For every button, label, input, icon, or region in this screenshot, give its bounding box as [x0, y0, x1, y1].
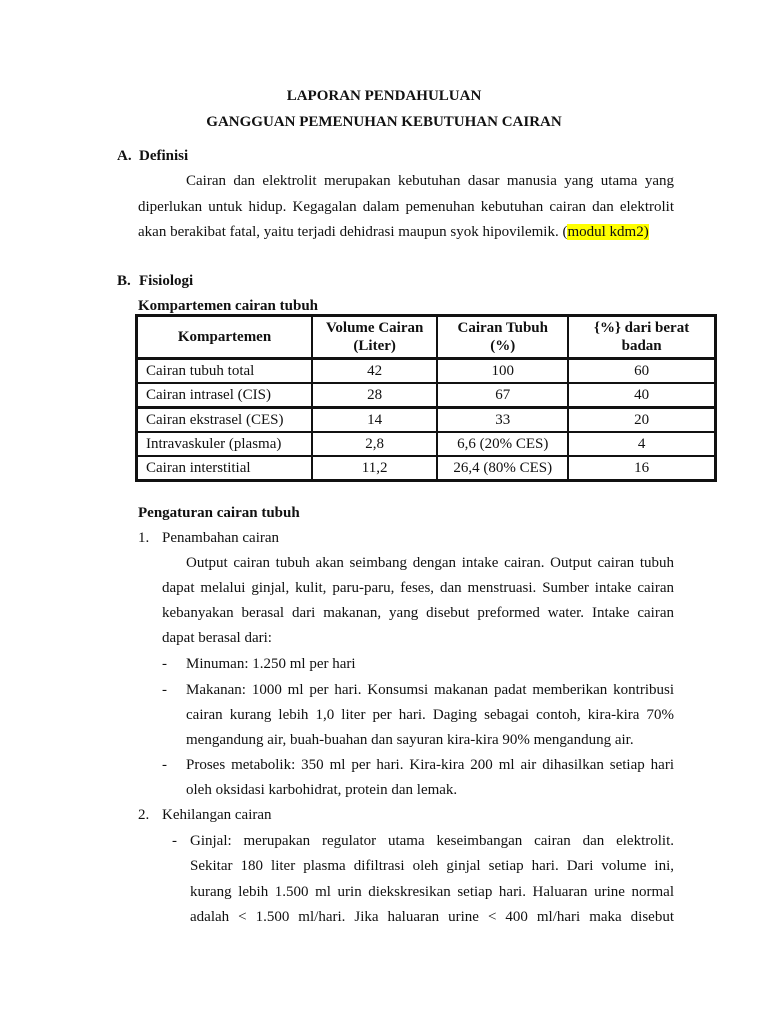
list-item-number: 2.: [138, 807, 150, 823]
document-title-line1: LAPORAN PENDAHULUAN: [286, 88, 482, 104]
section-a-letter: A.: [117, 148, 132, 164]
bullet-line: mengandung air, buah-buahan dan sayuran kira-kira 90% mengandung air.: [186, 732, 634, 748]
table-header: Kompartemen: [137, 316, 312, 359]
bullet-line: Sekitar 180 liter plasma difiltrasi oleh ginjal setiap hari. Dari volume ini,: [190, 858, 674, 874]
table-row: [137, 383, 715, 407]
table-cell: 33: [437, 407, 568, 432]
section-b-title: Fisiologi: [139, 273, 194, 289]
section-a-line-3-text: akan berakibat fatal, yaitu terjadi dehidrasi maupun syok hipovilemik. (: [138, 224, 568, 240]
table-cell: 20: [568, 407, 715, 432]
regulation-subheading: Pengaturan cairan tubuh: [138, 505, 300, 521]
bullet-line: kurang lebih 1.500 ml urin diekskresikan setiap hari. Haluaran urine normal: [190, 884, 674, 900]
list-item-number: 1.: [138, 530, 150, 546]
paragraph-line: dapat berasal dari:: [162, 630, 272, 646]
table-row: [137, 359, 715, 383]
table-cell: Intravaskuler (plasma): [137, 432, 312, 456]
table-cell: 40: [568, 383, 715, 407]
bullet-line: Makanan: 1000 ml per hari. Konsumsi makanan padat memberikan kontribusi: [186, 682, 674, 698]
bullet-dash: -: [172, 833, 177, 849]
table-cell: 14: [312, 407, 437, 432]
bullet-dash: -: [162, 656, 167, 672]
section-a-title: Definisi: [139, 148, 189, 164]
table-header: Volume Cairan (Liter): [312, 316, 437, 359]
section-a-line-3: [138, 224, 649, 241]
table-cell: Cairan intrasel (CIS): [137, 383, 312, 407]
table-cell: Cairan ekstrasel (CES): [137, 407, 312, 432]
bullet-dash: -: [162, 682, 167, 698]
paragraph-line: kebanyakan berasal dari makanan, yang disebut preformed water. Intake cairan: [162, 605, 674, 621]
bullet-line: oleh oksidasi karbohidrat, protein dan lemak.: [186, 782, 458, 798]
bullet-line: cairan kurang lebih 1,0 liter per hari. Daging sebagai contoh, kira-kira 70%: [186, 707, 674, 723]
table-cell: 60: [568, 359, 715, 383]
section-b-letter: B.: [117, 273, 131, 289]
table-cell: 16: [568, 456, 715, 480]
table-cell: 11,2: [312, 456, 437, 480]
table-cell: 67: [437, 383, 568, 407]
table-header: Cairan Tubuh (%): [437, 316, 568, 359]
table-title: Kompartemen cairan tubuh: [138, 298, 318, 314]
table-header: {%} dari berat badan: [568, 316, 715, 359]
table-row: [137, 456, 715, 480]
list-item-label: Penambahan cairan: [162, 530, 280, 546]
bullet-dash: -: [162, 757, 167, 773]
paragraph-line: dapat melalui ginjal, kulit, paru-paru, feses, dan menstruasi. Sumber intake cairan: [162, 580, 674, 596]
table-cell: Cairan interstitial: [137, 456, 312, 480]
table-cell: Cairan tubuh total: [137, 359, 312, 383]
table-cell: 4: [568, 432, 715, 456]
section-a-line-2: diperlukan untuk hidup. Kegagalan dalam pemenuhan kebutuhan cairan dan elektrolit: [138, 199, 674, 215]
table-cell: 100: [437, 359, 568, 383]
table-cell: 28: [312, 383, 437, 407]
bullet-line: Minuman: 1.250 ml per hari: [186, 656, 356, 672]
document-title-line2: GANGGUAN PEMENUHAN KEBUTUHAN CAIRAN: [206, 114, 562, 130]
compartment-table: [135, 314, 717, 482]
bullet-line: Proses metabolik: 350 ml per hari. Kira-kira 200 ml air dihasilkan setiap hari: [186, 757, 674, 773]
bullet-line: Ginjal: merupakan regulator utama keseimbangan cairan dan elektrolit.: [190, 833, 674, 849]
table-row: [137, 407, 715, 432]
bullet-line: adalah < 1.500 ml/hari. Jika haluaran urine < 400 ml/hari maka disebut: [190, 909, 674, 925]
table-cell: 2,8: [312, 432, 437, 456]
table-cell: 26,4 (80% CES): [437, 456, 568, 480]
highlighted-reference: modul kdm2): [567, 224, 649, 240]
table-header-row: [137, 316, 715, 359]
list-item-label: Kehilangan cairan: [162, 807, 272, 823]
paragraph-line: Output cairan tubuh akan seimbang dengan intake cairan. Output cairan tubuh: [186, 555, 674, 571]
table-cell: 42: [312, 359, 437, 383]
table-cell: 6,6 (20% CES): [437, 432, 568, 456]
table-row: [137, 432, 715, 456]
section-a-line-1: Cairan dan elektrolit merupakan kebutuhan dasar manusia yang utama yang: [186, 173, 674, 189]
